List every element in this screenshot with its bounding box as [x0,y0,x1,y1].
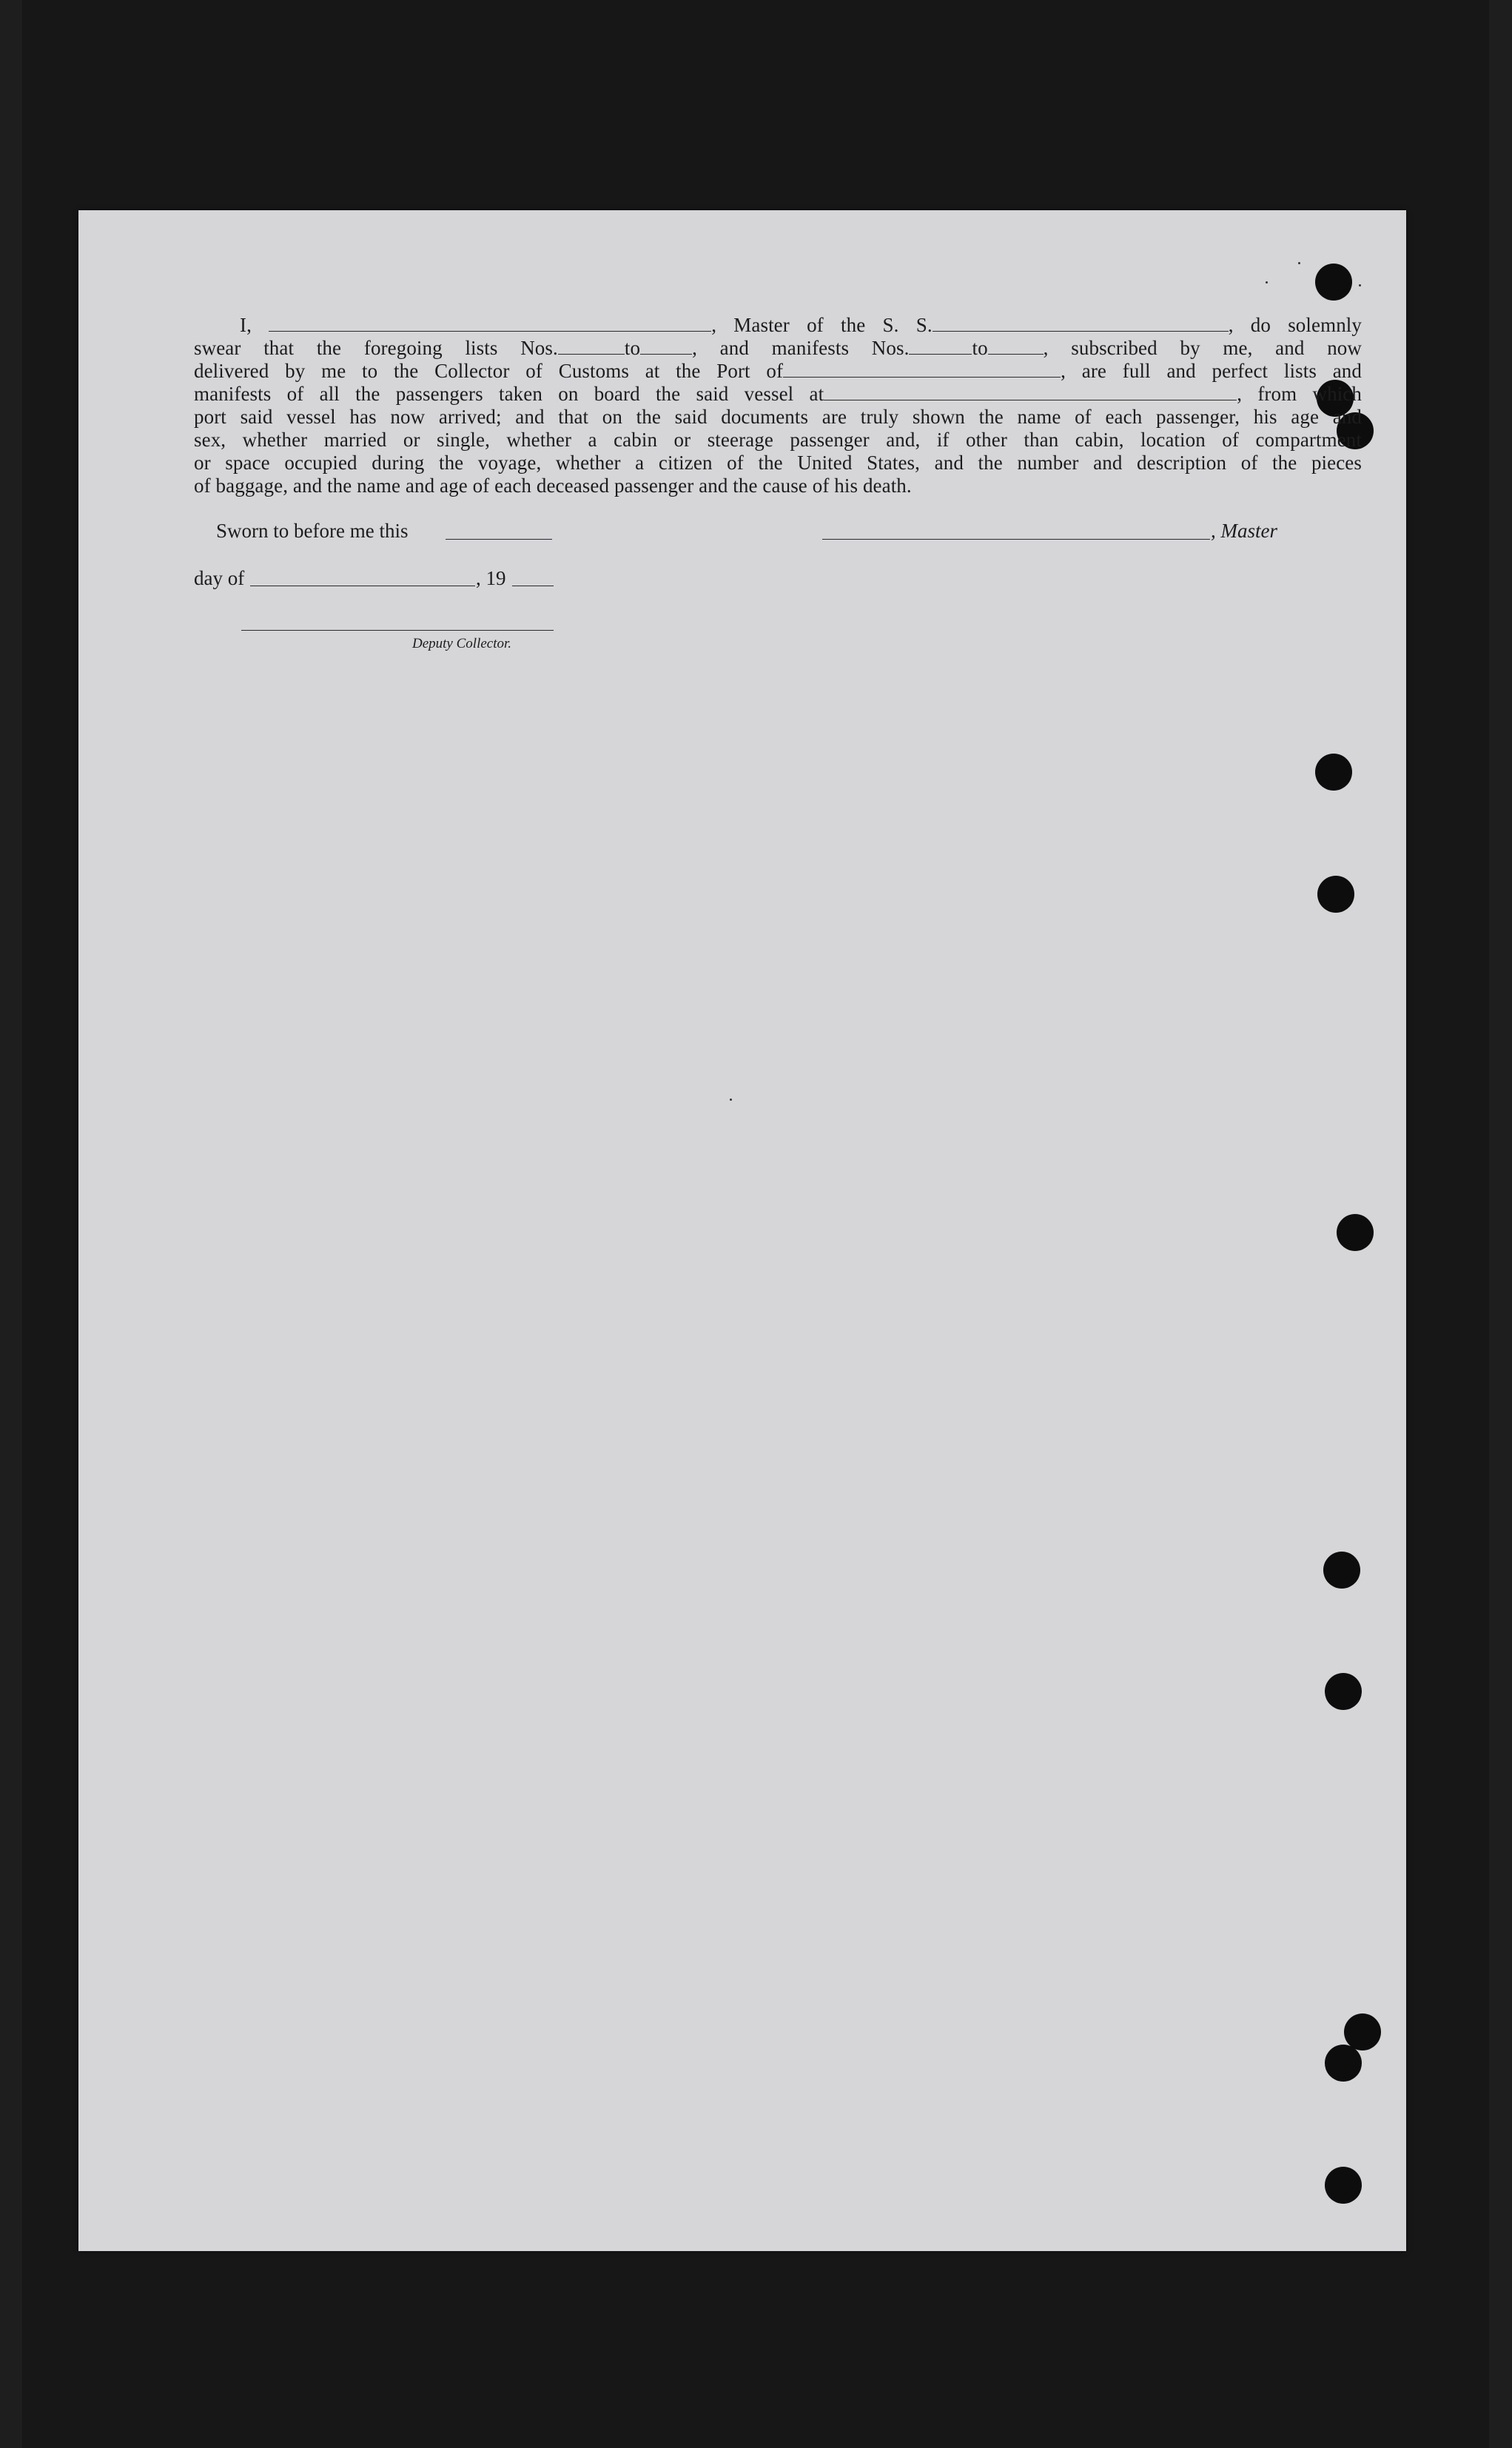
port-blank [783,361,1061,378]
oath-line-6: sex, whether married or single, whether a cabin or steerage passenger and, if other than cabin, location of compartment [194,429,1362,451]
punch-hole [1325,1673,1362,1710]
oath-line-7: or space occupied during the voyage, whether a citizen of the United States, and the number and description of the pieces [194,452,1362,474]
lists-from-blank [558,338,625,355]
oath-text: , from which [1237,383,1362,405]
day-of-label: day of [194,567,245,589]
oath-text: I, [240,314,252,336]
year-label: , 19 [476,567,506,589]
punch-hole [1325,2045,1362,2082]
speck [1298,262,1300,264]
punch-hole [1317,876,1354,913]
oath-text: , and manifests Nos. [692,337,910,359]
oath-text: , subscribed by me, and now [1043,337,1362,359]
punch-hole [1325,2167,1362,2204]
speck [1359,284,1361,286]
oath-text: , do solemnly [1228,314,1362,336]
manifests-from-blank [909,338,972,355]
film-edge-right [1489,0,1512,2448]
oath-line-3 [194,360,1362,383]
punch-hole [1323,1552,1360,1589]
oath-line-8: of baggage, and the name and age of each deceased passenger and the cause of his death. [194,474,912,497]
oath-text: swear that the foregoing lists Nos. [194,337,558,359]
punch-hole [1315,754,1352,791]
punch-hole [1337,1214,1374,1251]
oath-line-1 [194,314,1362,337]
vessel-name-blank [933,315,1229,332]
lists-to-blank [640,338,692,355]
oath-text: , are full and perfect lists and [1061,360,1362,382]
speck [730,1099,732,1101]
oath-text: manifests of all the passengers taken on board the said vessel at [194,383,824,405]
master-signature-line [822,539,1210,540]
embark-port-blank [824,383,1237,400]
film-edge-left [0,0,22,2448]
oath-text: delivered by me to the Collector of Customs at the Port of [194,360,784,382]
oath-line-4 [194,383,1362,406]
master-label: , Master [1211,520,1277,542]
deputy-signature-line [241,630,554,631]
manifests-to-blank [988,338,1044,355]
deputy-collector-label: Deputy Collector. [412,636,512,651]
oath-paragraph [194,314,1362,497]
sworn-date-blank [446,539,552,540]
speck [1266,281,1268,284]
oath-text: to [972,337,988,359]
oath-line-5: port said vessel has now arrived; and that on the said documents are truly shown the name of each passenger, his age and [194,406,1362,428]
punch-hole [1315,264,1352,301]
oath-line-2 [194,337,1362,360]
sworn-label: Sworn to before me this [216,520,409,542]
manifest-page [78,210,1406,2251]
master-name-blank [269,315,711,332]
oath-text: to [624,337,641,359]
oath-text: , Master of the S. S. [711,314,933,336]
